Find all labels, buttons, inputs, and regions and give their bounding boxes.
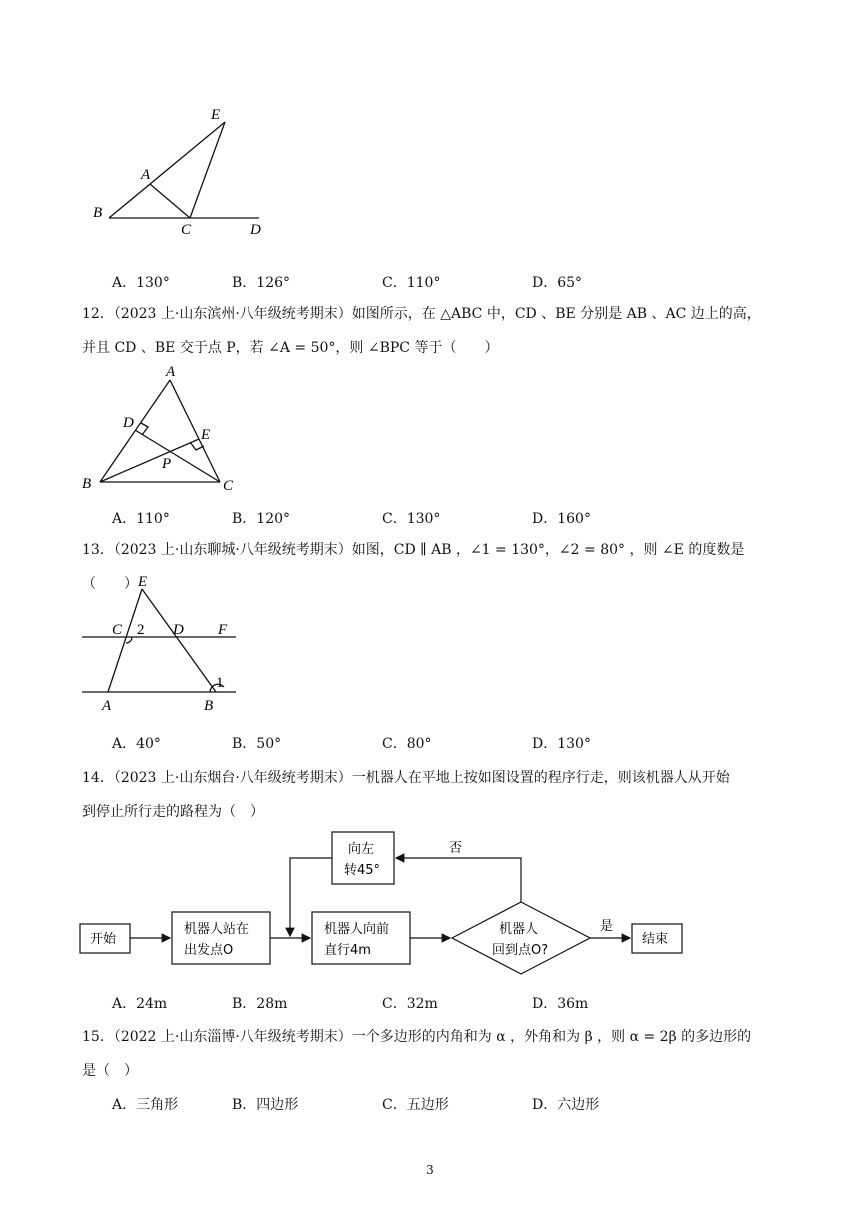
label-A: A xyxy=(102,698,112,714)
figure-q11 xyxy=(85,100,275,240)
flow-station-line-2: 出发点O xyxy=(184,943,234,958)
flow-forward-line-2: 直行4m xyxy=(324,943,371,958)
q15-line-2: 是（ ） xyxy=(82,1063,138,1079)
q12-text xyxy=(82,297,782,365)
label-D: D xyxy=(173,622,184,638)
label-B: B xyxy=(93,205,103,221)
label-A: A xyxy=(141,167,151,183)
page-number: 3 xyxy=(426,1163,434,1177)
q12-option-b[interactable]: B．120° xyxy=(232,511,291,527)
label-P: P xyxy=(162,456,172,472)
label-1: 1 xyxy=(216,675,224,691)
q11-option-a[interactable]: A．130° xyxy=(112,275,170,291)
flow-yes-label: 是 xyxy=(600,919,614,934)
q13-option-b[interactable]: B．50° xyxy=(232,736,282,752)
q13-option-d[interactable]: D．130° xyxy=(532,736,591,752)
q15-option-d[interactable]: D．六边形 xyxy=(532,1097,600,1113)
q12-option-a[interactable]: A．110° xyxy=(112,511,170,527)
q12-option-d[interactable]: D．160° xyxy=(532,511,591,527)
q13-option-c[interactable]: C．80° xyxy=(382,736,432,752)
q15-option-a[interactable]: A．三角形 xyxy=(112,1097,179,1113)
q12-line-2: 并且 CD 、BE 交于点 P，若 ∠A = 50°，则 ∠BPC 等于（ ） xyxy=(82,340,499,356)
flow-decision-line-1: 机器人 xyxy=(499,922,539,937)
q15-option-c[interactable]: C．五边形 xyxy=(382,1097,449,1113)
q14-line-1: 14．（2023 上·山东烟台·八年级统考期末）一机器人在平地上按如图设置的程序行走，则该机器人从开始 xyxy=(82,770,730,786)
q13-line-1: 13．（2023 上·山东聊城·八年级统考期末）如图，CD ∥ AB ，∠1 = 130°，∠2 = 80° ，则 ∠E 的度数是（ ） xyxy=(82,542,745,592)
q14-option-d[interactable]: D．36m xyxy=(532,996,589,1012)
q12-option-c[interactable]: C．130° xyxy=(382,511,441,527)
figure-q12 xyxy=(78,362,248,497)
label-F: F xyxy=(218,622,228,638)
label-2: 2 xyxy=(137,622,145,638)
label-C: C xyxy=(223,478,234,494)
q11-option-c[interactable]: C．110° xyxy=(382,275,441,291)
flow-forward-line-1: 机器人向前 xyxy=(324,922,390,937)
q15-text xyxy=(82,1020,782,1088)
flow-turn-line-1: 向左 xyxy=(348,842,375,857)
label-E: E xyxy=(201,427,211,443)
q14-option-b[interactable]: B．28m xyxy=(232,996,288,1012)
q14-line-2: 到停止所行走的路程为（ ） xyxy=(82,804,264,820)
label-D: D xyxy=(123,415,134,431)
label-D: D xyxy=(250,222,261,238)
q12-line-1: 12．（2023 上·山东滨州·八年级统考期末）如图所示，在 △ABC 中，CD 、BE 分别是 AB 、AC 边上的高， xyxy=(82,306,761,322)
flow-start-label: 开始 xyxy=(90,932,117,947)
flow-decision-diamond xyxy=(452,902,590,974)
flow-no-label: 否 xyxy=(449,841,463,856)
label-C: C xyxy=(181,222,192,238)
label-B: B xyxy=(82,476,92,492)
flow-turn-line-2: 转45° xyxy=(344,863,381,878)
q13-option-a[interactable]: A．40° xyxy=(112,736,161,752)
label-E: E xyxy=(138,574,148,590)
label-C: C xyxy=(112,622,123,638)
label-A: A xyxy=(166,364,176,380)
figure-q14-flowchart xyxy=(78,828,698,978)
q14-option-c[interactable]: C．32m xyxy=(382,996,438,1012)
q14-option-a[interactable]: A．24m xyxy=(112,996,168,1012)
q14-text xyxy=(82,761,782,829)
figure-q13 xyxy=(78,570,248,715)
q15-option-b[interactable]: B．四边形 xyxy=(232,1097,299,1113)
label-B: B xyxy=(204,698,214,714)
label-E: E xyxy=(211,107,221,123)
q15-line-1: 15．（2022 上·山东淄博·八年级统考期末）一个多边形的内角和为 α ，外角和为 β ，则 α = 2β 的多边形的 xyxy=(82,1029,752,1045)
q11-option-b[interactable]: B．126° xyxy=(232,275,291,291)
flow-station-line-1: 机器人站在 xyxy=(184,922,250,937)
flow-decision-line-2: 回到点O? xyxy=(492,943,549,958)
q11-option-d[interactable]: D．65° xyxy=(532,275,583,291)
flow-end-label: 结束 xyxy=(642,932,669,947)
